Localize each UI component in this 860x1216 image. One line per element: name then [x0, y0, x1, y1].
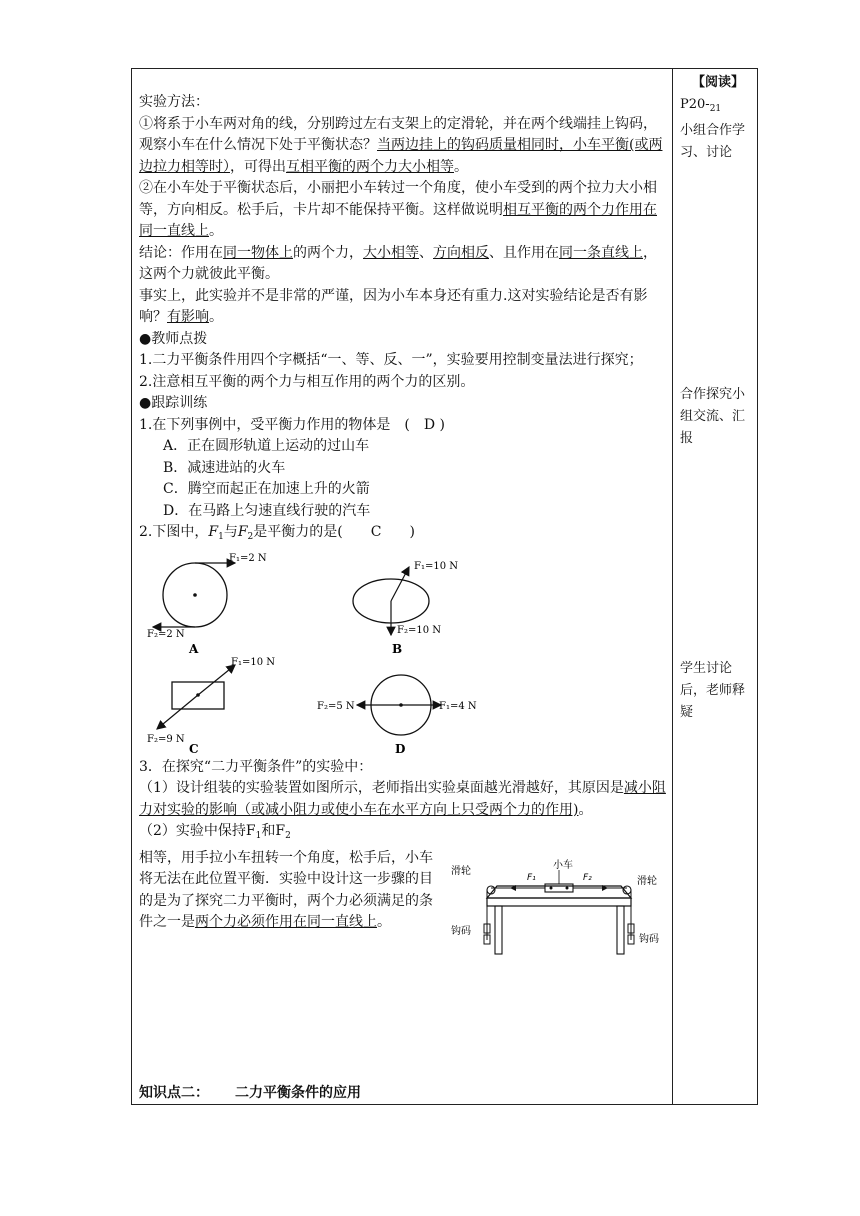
label-pulley-right: 滑轮: [637, 875, 657, 887]
diagram-b-f2-label: F₂=10 N: [397, 624, 441, 636]
q1-option-d: D．在马路上匀速直线行驶的汽车: [163, 502, 371, 519]
diagram-a-letter: A: [189, 641, 199, 656]
answer-blank: 互相平衡的两个力大小相等: [286, 158, 454, 175]
diagram-c: [147, 657, 275, 753]
side-note-1: 小组合作学习、讨论: [680, 123, 746, 160]
diagram-c-f1-label: F₁=10 N: [231, 656, 275, 668]
answer-blank: 同一条直线上: [559, 244, 643, 261]
diagram-b-f1-label: F₁=10 N: [414, 560, 458, 572]
method-heading: 实验方法：: [139, 94, 209, 110]
force-diagrams: [139, 553, 667, 753]
answer-blank: 同一物体上: [223, 244, 293, 261]
diagram-b-force-1: [391, 567, 409, 601]
question-1: 1.在下列事例中，受平衡力作用的物体是 ( D ): [139, 416, 445, 433]
force-diagram-svg: [139, 553, 499, 753]
diagram-b: [353, 561, 458, 656]
table-leg-right: [617, 906, 624, 954]
label-f1: F₁: [527, 872, 536, 883]
answer-blank: 有影响: [167, 309, 209, 325]
diagram-c-force-2: [157, 695, 198, 729]
method-step-2: ②在小车处于平衡状态后，小丽把小车转过一个角度，使小车受到的两个拉力大小相等，方向相反。松手后，卡片却不能保持平衡。这样做说明相互平衡的两个力作用在同一直线上。: [139, 180, 657, 239]
side-reading: [680, 72, 756, 164]
teacher-heading: ●教师点拨: [139, 330, 208, 347]
main-content: [139, 92, 667, 945]
diagram-d: [317, 675, 477, 753]
method-step-1: ①将系于小车两对角的线，分别跨过左右支架上的定滑轮，并在两个线端挂上钩码，观察小车在什么情况下处于平衡状态？当两边挂上的钩码质量相同时，小车平衡(或两边拉力相等时），可得出互相平衡的两个力大小相等。: [139, 115, 663, 175]
question-3-part-2-text: 相等，用手拉小车扭转一个角度，松手后，小车将无法在此位置平衡．实验中设计这一步骤的目的是为了探究二力平衡时，两个力必须满足的条件之一是: [139, 849, 433, 930]
fact-question: 事实上，此实验并不是非常的严谨，因为小车本身还有重力.这对实验结论是否有影响？有影响。: [139, 287, 648, 325]
training-heading: ●跟踪训练: [139, 395, 208, 411]
teacher-point-2: 2.注意相互平衡的两个力与相互作用的两个力的区别。: [139, 373, 475, 390]
q1-option-b: B．减速进站的火车: [163, 459, 286, 476]
answer-blank: 两个力必须作用在同一直线上: [195, 914, 377, 930]
diagram-c-f2-label: F₂=9 N: [147, 733, 185, 745]
car-wheel: [566, 886, 569, 889]
table-edge: [487, 898, 631, 906]
q1-option-c: C．腾空而起正在加速上升的火箭: [163, 481, 370, 497]
knowledge-point-2: 知识点二： 二力平衡条件的应用: [139, 1085, 361, 1101]
page-ref: $P20-_{21}$: [680, 97, 722, 114]
reading-title: 【阅读】: [691, 75, 744, 90]
diagram-b-letter: B: [392, 641, 403, 656]
answer-blank: 大小相等: [363, 244, 419, 261]
diagram-a-f1-label: F₁=2 N: [229, 552, 267, 564]
answer-blank: 方向相反: [433, 244, 489, 261]
teacher-point-1: 1.二力平衡条件用四个字概括“一、等、反、一”，实验要用控制变量法进行探究；: [139, 352, 643, 368]
label-car: 小车: [553, 859, 573, 871]
diagram-d-f1-label: F₁=4 N: [439, 700, 477, 712]
question-3-part-1: （1）设计组装的实验装置如图所示，老师指出实验桌面越光滑越好，其原因是减小阻力对实验的影响（或减小阻力或使小车在水平方向上只受两个力的作用)。: [139, 780, 666, 818]
diagram-d-f2-label: F₂=5 N: [317, 700, 355, 712]
diagram-a-f2-label: F₂=2 N: [147, 628, 185, 640]
question-2: 2.下图中，$F_1$与$F_2$是平衡力的是( C ): [139, 524, 415, 542]
label-weight-right: 钩码: [639, 933, 659, 945]
diagram-a: [147, 553, 267, 656]
apparatus-figure: [449, 844, 669, 964]
diagram-c-force-1: [198, 665, 235, 695]
diagram-a-center: [193, 593, 197, 597]
side-note-3: 学生讨论后，老师释疑: [680, 661, 746, 720]
column-divider: [672, 68, 673, 1105]
label-pulley-left: 滑轮: [451, 865, 471, 877]
answer-blank: 减小阻力对实验的影响（或减小阻力或使小车在水平方向上只受两个力的作用): [139, 780, 666, 818]
conclusion: 结论：作用在同一物体上的两个力，大小相等、方向相反、且作用在同一条直线上，这两个力就彼此平衡。: [139, 244, 657, 282]
label-weight-left: 钩码: [451, 925, 471, 937]
car-body: [545, 884, 573, 892]
diagram-c-letter: C: [189, 741, 199, 753]
side-note-2: 合作探究小组交流、汇报: [680, 387, 746, 446]
question-3-part-2-body: 相等，用手拉小车扭转一个角度，松手后，小车将无法在此位置平衡．实验中设计这一步骤的目的是为了探究二力平衡时，两个力必须满足的条件之一是两个力必须作用在同一直线上。 小车 F₁ F₂ 滑轮 滑轮 钩码 钩码: [139, 848, 667, 934]
question-3-heading: 3．在探究“二力平衡条件”的实验中：: [139, 758, 373, 775]
answer-blank: 当两边挂上的钩码质量相同时，小车平衡(或两边拉力相等时）: [139, 137, 663, 175]
q1-option-a: A．正在圆形轨道上运动的过山车: [163, 438, 370, 454]
table-leg-left: [495, 906, 502, 954]
car-wheel: [550, 886, 553, 889]
label-f2: F₂: [583, 872, 592, 883]
diagram-d-letter: D: [395, 741, 406, 753]
question-3-part-2-lead: （2）实验中保持$F_1$和$F_2$: [139, 823, 291, 841]
answer-blank: 相互平衡的两个力作用在同一直线上: [139, 201, 657, 239]
